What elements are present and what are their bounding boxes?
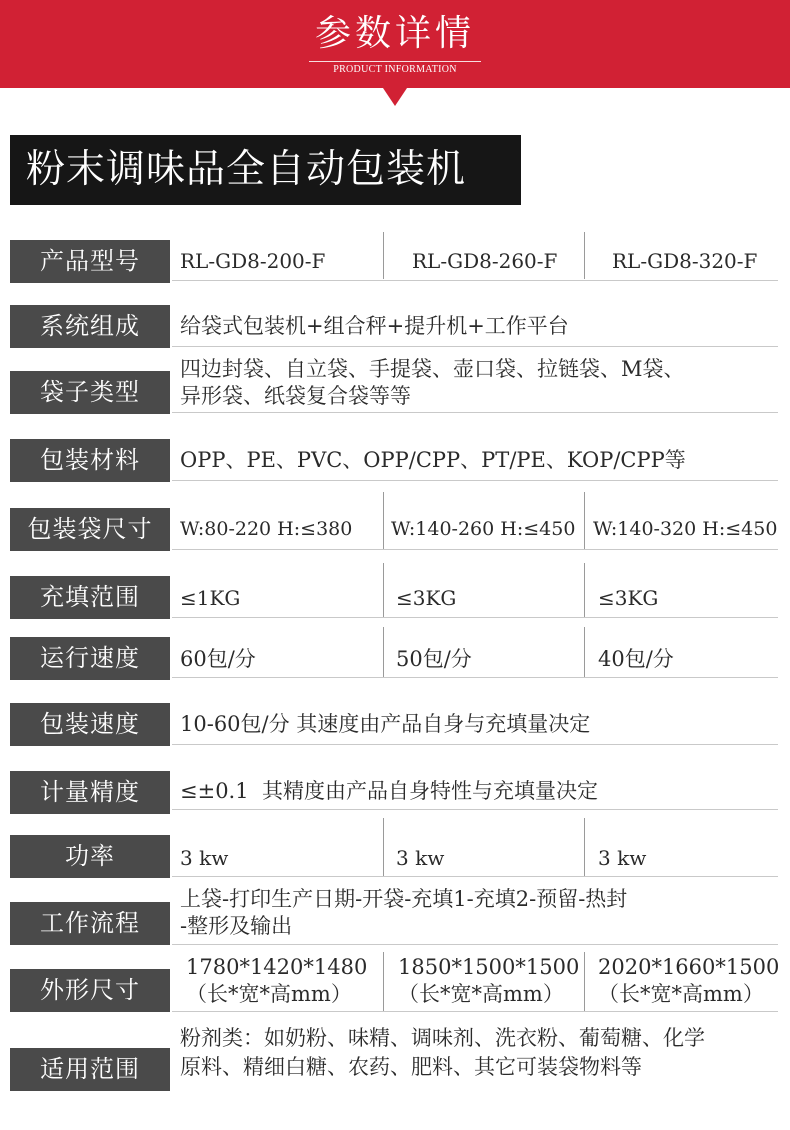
row-rule: [172, 346, 778, 347]
label-power: 功率: [10, 835, 170, 878]
column-divider: [584, 492, 585, 549]
row-rule: [172, 809, 778, 810]
run-speed-value-2: 50包/分: [396, 647, 472, 671]
column-divider: [584, 563, 585, 617]
column-divider: [584, 818, 585, 876]
row-rule: [172, 677, 778, 678]
application-line-1: 粉剂类：如奶粉、味精、调味剂、洗衣粉、葡萄糖、化学: [180, 1026, 705, 1050]
dimensions-value-3: 2020*1660*1500: [598, 955, 780, 979]
row-rule: [172, 744, 778, 745]
row-rule: [172, 617, 778, 618]
fill-range-value-1: ≤1KG: [180, 586, 241, 610]
power-value-3: 3 kw: [598, 846, 647, 870]
bag-type-line-2: 异形袋、纸袋复合袋等等: [180, 384, 411, 408]
column-divider: [383, 492, 384, 549]
model-value-2: RL-GD8-260-F: [412, 249, 558, 273]
banner-subtitle: PRODUCT INFORMATION: [333, 64, 457, 75]
label-application: 适用范围: [10, 1048, 170, 1091]
label-fill-range: 充填范围: [10, 576, 170, 619]
pack-speed-value: 10-60包/分 其速度由产品自身与充填量决定: [180, 712, 591, 736]
label-material: 包装材料: [10, 439, 170, 482]
column-divider: [383, 563, 384, 617]
row-rule: [172, 412, 778, 413]
label-model: 产品型号: [10, 240, 170, 283]
column-divider: [383, 952, 384, 1011]
row-rule: [172, 549, 778, 550]
column-divider: [584, 232, 585, 279]
row-rule: [172, 1011, 778, 1012]
label-bag-size: 包装袋尺寸: [10, 508, 170, 551]
bag-size-value-2: W:140-260 H:≤450: [391, 518, 576, 540]
header-banner-notch: [383, 88, 407, 106]
label-accuracy: 计量精度: [10, 771, 170, 814]
column-divider: [584, 627, 585, 677]
label-pack-speed: 包装速度: [10, 703, 170, 746]
accuracy-value: ≤±0.1 其精度由产品自身特性与充填量决定: [180, 779, 598, 803]
fill-range-value-3: ≤3KG: [598, 586, 659, 610]
row-rule: [172, 480, 778, 481]
label-bag-type: 袋子类型: [10, 371, 170, 414]
bag-size-value-1: W:80-220 H:≤380: [180, 518, 353, 540]
label-run-speed: 运行速度: [10, 637, 170, 680]
label-system: 系统组成: [10, 305, 170, 348]
column-divider: [383, 818, 384, 876]
label-dimensions: 外形尺寸: [10, 969, 170, 1012]
model-value-1: RL-GD8-200-F: [180, 249, 326, 273]
workflow-line-2: -整形及输出: [180, 914, 293, 938]
dimensions-value-1: 1780*1420*1480: [186, 955, 368, 979]
dimensions-unit-2: （长*宽*高mm）: [398, 982, 564, 1006]
banner-title: 参数详情: [314, 13, 475, 54]
row-rule: [172, 280, 778, 281]
row-rule: [172, 876, 778, 877]
run-speed-value-1: 60包/分: [180, 647, 256, 671]
label-workflow: 工作流程: [10, 902, 170, 945]
product-title: 粉末调味品全自动包装机: [10, 135, 521, 205]
bag-type-line-1: 四边封袋、自立袋、手提袋、壶口袋、拉链袋、M袋、: [180, 357, 685, 381]
application-line-2: 原料、精细白糖、农药、肥料、其它可装袋物料等: [180, 1055, 642, 1079]
fill-range-value-2: ≤3KG: [396, 586, 457, 610]
power-value-1: 3 kw: [180, 846, 229, 870]
model-value-3: RL-GD8-320-F: [612, 249, 758, 273]
workflow-line-1: 上袋-打印生产日期-开袋-充填1-充填2-预留-热封: [180, 887, 628, 911]
row-rule: [172, 944, 778, 945]
column-divider: [383, 232, 384, 279]
run-speed-value-3: 40包/分: [598, 647, 674, 671]
column-divider: [383, 627, 384, 677]
dimensions-unit-1: （长*宽*高mm）: [186, 982, 352, 1006]
power-value-2: 3 kw: [396, 846, 445, 870]
bag-size-value-3: W:140-320 H:≤450: [593, 518, 778, 540]
dimensions-unit-3: （长*宽*高mm）: [598, 982, 764, 1006]
column-divider: [584, 952, 585, 1011]
system-value: 给袋式包装机+组合秤+提升机+工作平台: [180, 314, 569, 338]
material-value: OPP、PE、PVC、OPP/CPP、PT/PE、KOP/CPP等: [180, 448, 686, 472]
banner-divider: [309, 61, 481, 62]
dimensions-value-2: 1850*1500*1500: [398, 955, 580, 979]
